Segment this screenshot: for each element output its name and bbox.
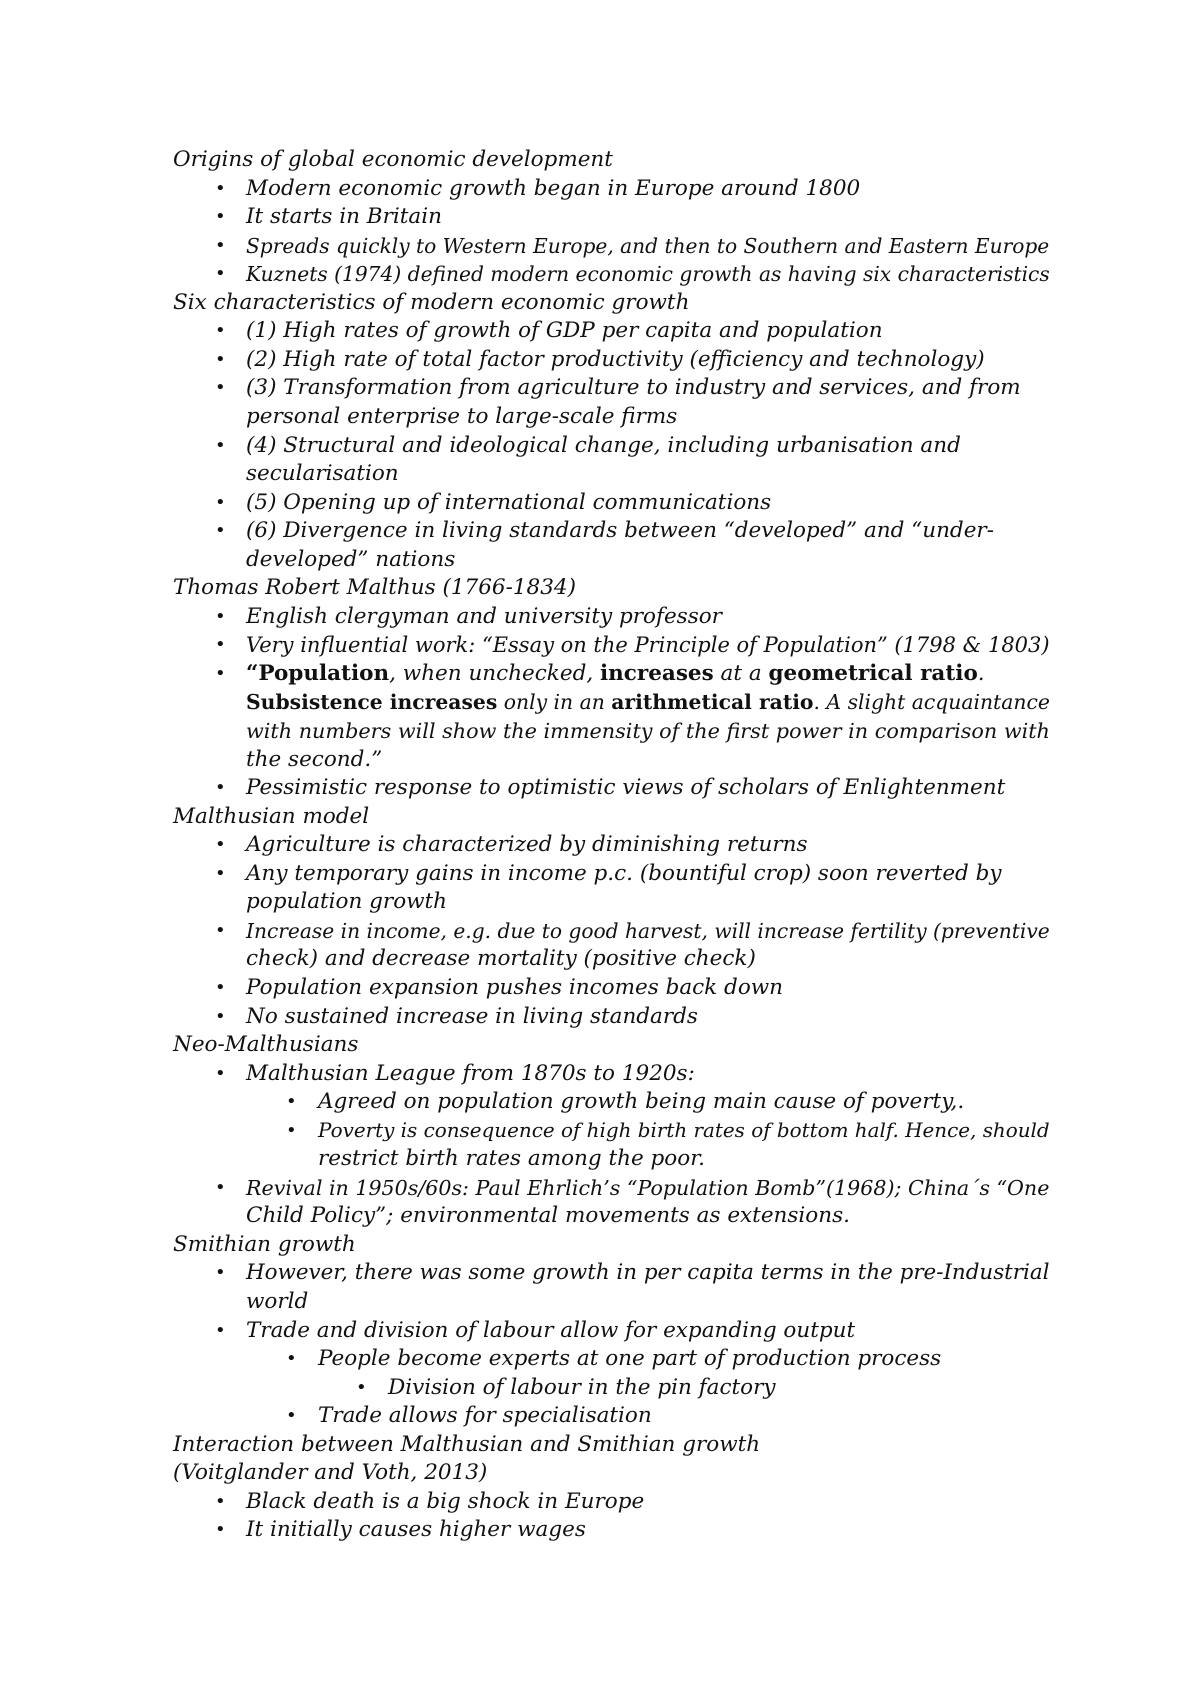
bullet-icon: •	[215, 234, 226, 256]
list-item-text: English clergyman and university professor	[246, 603, 722, 629]
list-item-text: However, there was some growth in per capita terms in the pre-Industrial	[246, 1260, 1050, 1286]
bullet-icon: •	[286, 1348, 297, 1370]
list-item-text: Child Policy”; environmental movements as extensions.	[246, 1203, 850, 1229]
bullet-icon: •	[215, 634, 226, 656]
bullet-icon: •	[356, 1376, 367, 1398]
bullet-icon: •	[286, 1405, 297, 1427]
list-item-text: (5) Opening up of international communications	[246, 489, 772, 515]
bullet-icon: •	[215, 1262, 226, 1284]
section-heading: Origins of global economic development	[173, 147, 613, 172]
list-item-text: with numbers will show the immensity of the first power in comparison with	[246, 719, 1050, 743]
section-heading: Neo-Malthusians	[173, 1032, 359, 1058]
list-item-text: check) and decrease mortality (positive check)	[246, 946, 756, 972]
list-item-text: No sustained increase in living standards	[246, 1003, 698, 1029]
list-item-text: Increase in income, e.g. due to good harvest, will increase fertility (preventive	[246, 918, 1050, 943]
bullet-icon: •	[215, 1519, 226, 1541]
list-item-text: (6) Divergence in living standards between “developed” and “under-	[246, 518, 994, 544]
list-item-text: It initially causes higher wages	[246, 1517, 586, 1543]
list-item-text	[246, 660, 985, 688]
list-item-text: the second.”	[246, 746, 383, 772]
list-item-text: (2) High rate of total factor productivity (efficiency and technology)	[246, 346, 985, 372]
section-heading: Six characteristics of modern economic growth	[173, 289, 690, 315]
section-heading: Interaction between Malthusian and Smithian growth	[173, 1431, 761, 1457]
list-item-text: Trade allows for specialisation	[318, 1403, 652, 1429]
list-item-text: Poverty is consequence of high birth rates of bottom half. Hence, should	[318, 1118, 1050, 1142]
list-item-text: world	[246, 1289, 309, 1314]
list-item-text: Malthusian League from 1870s to 1920s:	[246, 1060, 695, 1086]
bullet-icon: •	[215, 1176, 226, 1198]
list-item-text: population growth	[246, 889, 448, 915]
bullet-icon: •	[286, 1091, 297, 1113]
list-item-text: (1) High rates of growth of GDP per capita and population	[246, 318, 883, 344]
text-run: , when unchecked,	[389, 660, 600, 686]
bullet-icon: •	[215, 491, 226, 513]
list-item-text: developed” nations	[246, 546, 456, 572]
bullet-icon: •	[215, 862, 226, 884]
list-item-text: It starts in Britain	[246, 204, 442, 230]
bullet-icon: •	[215, 320, 226, 342]
text-run: at a	[713, 660, 769, 686]
list-item-text: Any temporary gains in income p.c. (bountiful crop) soon reverted by	[246, 860, 1002, 886]
list-item-text: restrict birth rates among the poor.	[318, 1146, 705, 1172]
bullet-icon: •	[215, 206, 226, 228]
list-item-text: Population expansion pushes incomes back down	[246, 974, 784, 1000]
list-item-text: (4) Structural and ideological change, including urbanisation and	[246, 432, 961, 458]
bullet-icon: •	[215, 777, 226, 799]
bullet-icon: •	[215, 1062, 226, 1084]
list-item-text: People become experts at one part of production process	[318, 1346, 942, 1372]
section-heading: Smithian growth	[173, 1231, 356, 1257]
text-run: .	[977, 660, 985, 686]
bold-text-run: geometrical ratio	[768, 660, 978, 686]
section-heading: (Voitglander and Voth, 2013)	[173, 1460, 488, 1486]
bullet-icon: •	[215, 377, 226, 399]
list-item-text: Agriculture is characterized by diminishing returns	[246, 832, 808, 858]
list-item-text: Division of labour in the pin factory	[388, 1374, 776, 1400]
bullet-icon: •	[215, 1490, 226, 1512]
bold-text-run: increases	[600, 660, 714, 686]
list-item-text: Pessimistic response to optimistic views of scholars of Enlightenment	[246, 775, 1006, 801]
text-run: . A slight acquaintance	[813, 690, 1050, 715]
section-heading: Malthusian model	[173, 803, 370, 829]
bullet-icon: •	[286, 1119, 297, 1141]
text-run: only in an	[497, 690, 612, 715]
list-item-text: personal enterprise to large-scale firms	[246, 403, 678, 429]
list-item-text: Modern economic growth began in Europe around 1800	[246, 175, 861, 201]
list-item-text: secularisation	[246, 461, 399, 487]
bullet-icon: •	[215, 434, 226, 456]
bullet-icon: •	[215, 662, 226, 684]
list-item-text: Very influential work: “Essay on the Principle of Population” (1798 & 1803)	[246, 633, 1050, 658]
bullet-icon: •	[215, 605, 226, 627]
list-item-text: Revival in 1950s/60s: Paul Ehrlich’s “Population Bomb”(1968); China´s “One	[246, 1175, 1050, 1200]
bold-text-run: arithmetical ratio	[611, 690, 814, 715]
list-item-text: Black death is a big shock in Europe	[246, 1488, 645, 1514]
bullet-icon: •	[215, 520, 226, 542]
bullet-icon: •	[215, 919, 226, 941]
bullet-icon: •	[215, 348, 226, 370]
bullet-icon: •	[215, 177, 226, 199]
list-item-text: Agreed on population growth being main cause of poverty,.	[318, 1089, 965, 1115]
list-item-text: (3) Transformation from agriculture to industry and services, and from	[246, 375, 1021, 401]
bullet-icon: •	[215, 1005, 226, 1027]
list-item-text: Trade and division of labour allow for expanding output	[246, 1317, 856, 1343]
bold-text-run: “Population	[246, 660, 390, 686]
list-item-text: Kuznets (1974) defined modern economic growth as having six characteristics	[246, 262, 1050, 287]
bullet-icon: •	[215, 263, 226, 285]
bullet-icon: •	[215, 976, 226, 998]
list-item-text: Spreads quickly to Western Europe, and then to Southern and Eastern Europe	[246, 233, 1050, 258]
bold-text-run: Subsistence increases	[246, 690, 498, 715]
bullet-icon: •	[215, 1319, 226, 1341]
list-item-text	[246, 688, 1050, 716]
section-heading: Thomas Robert Malthus (1766-1834)	[173, 575, 576, 601]
bullet-icon: •	[215, 834, 226, 856]
